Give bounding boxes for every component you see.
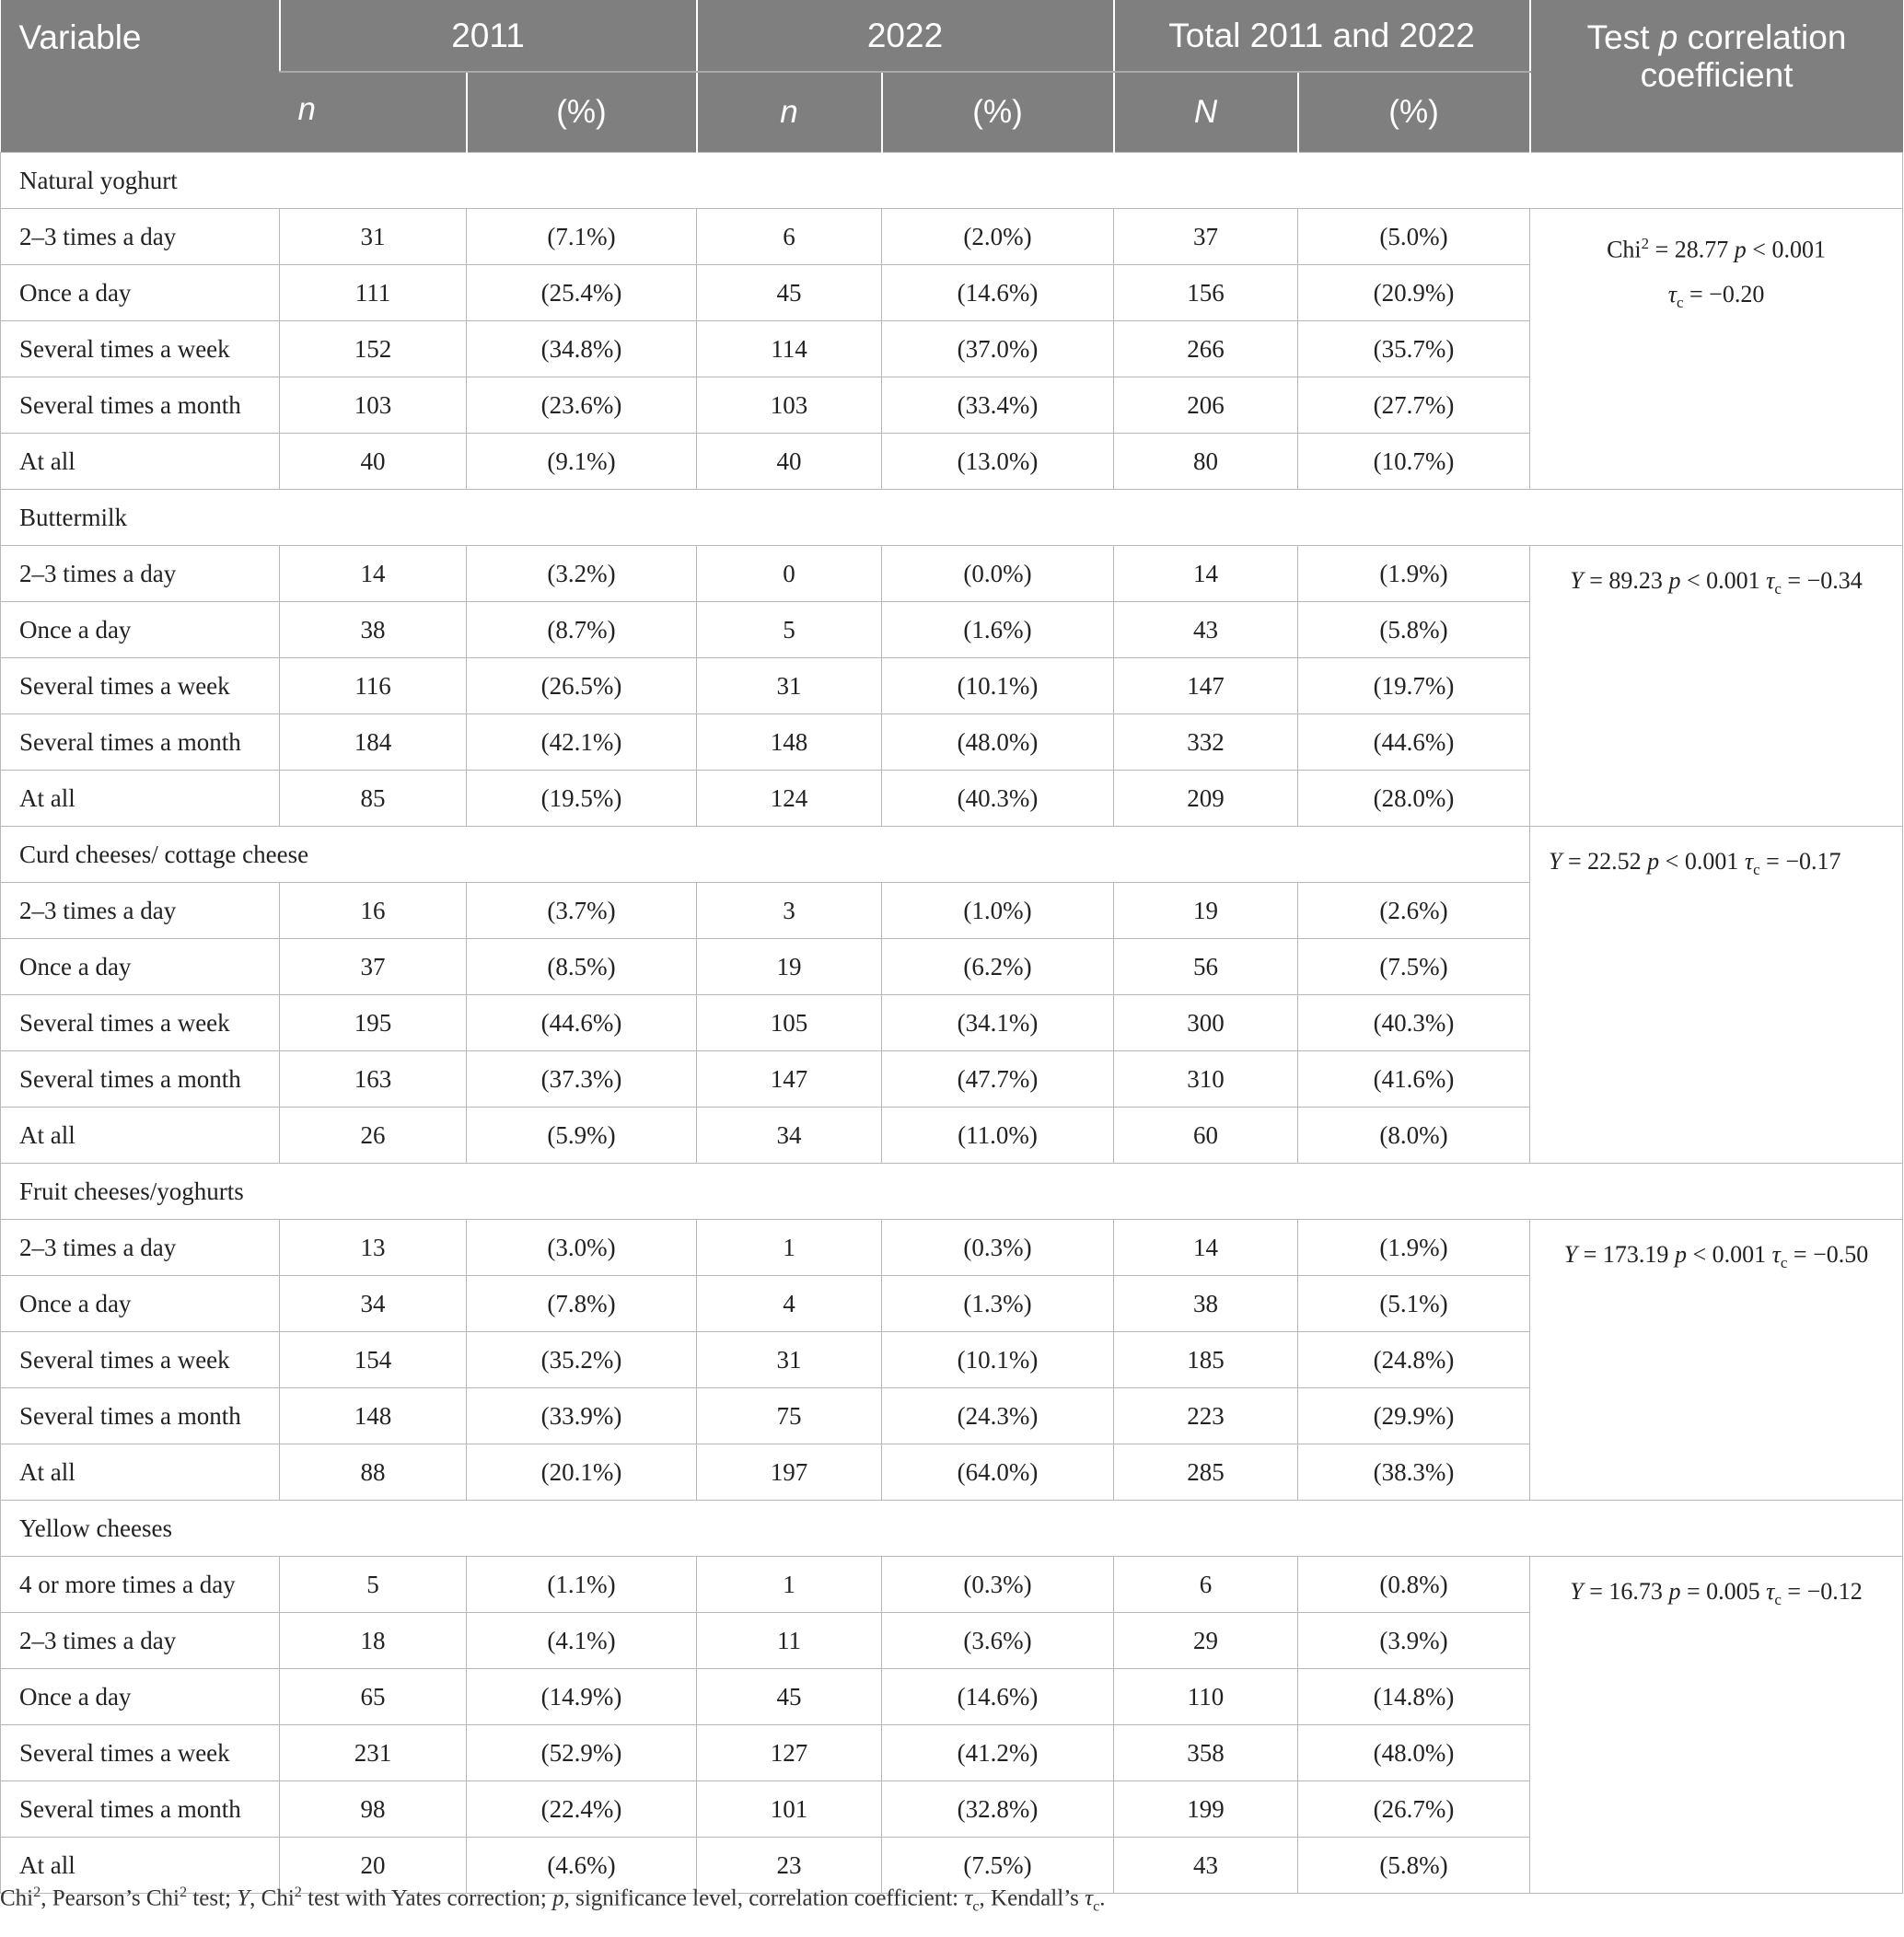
row-label: Several times a week bbox=[1, 658, 280, 714]
test-tau-symbol: τ bbox=[1744, 848, 1754, 875]
cell-p2022: (14.6%) bbox=[882, 265, 1114, 321]
cell-n2011: 13 bbox=[280, 1220, 467, 1276]
cell-n2022: 197 bbox=[697, 1444, 882, 1501]
footnote-y: Y bbox=[237, 1885, 250, 1911]
cell-pT: (26.7%) bbox=[1298, 1781, 1530, 1838]
cell-pT: (5.8%) bbox=[1298, 1838, 1530, 1894]
cell-n2011: 163 bbox=[280, 1051, 467, 1108]
row-label: At all bbox=[1, 1108, 280, 1164]
cell-pT: (8.0%) bbox=[1298, 1108, 1530, 1164]
cell-n2022: 148 bbox=[697, 714, 882, 771]
cell-pT: (28.0%) bbox=[1298, 771, 1530, 827]
cell-p2011: (19.5%) bbox=[467, 771, 697, 827]
cell-p2022: (7.5%) bbox=[882, 1838, 1114, 1894]
cell-pT: (38.3%) bbox=[1298, 1444, 1530, 1501]
cell-p2011: (14.9%) bbox=[467, 1669, 697, 1725]
header-n-2022: n bbox=[697, 72, 882, 153]
cell-p2022: (24.3%) bbox=[882, 1388, 1114, 1444]
cell-p2022: (37.0%) bbox=[882, 321, 1114, 377]
table-row bbox=[1, 1220, 1903, 1276]
cell-n2022: 105 bbox=[697, 995, 882, 1051]
cell-n2011: 195 bbox=[280, 995, 467, 1051]
row-label: Several times a month bbox=[1, 1781, 280, 1838]
cell-n2011: 14 bbox=[280, 546, 467, 602]
row-label: At all bbox=[1, 1838, 280, 1894]
test-value: = 22.52 bbox=[1568, 848, 1642, 875]
test-tau-symbol: τ bbox=[1667, 280, 1678, 307]
footnote-sub: c bbox=[1093, 1897, 1100, 1915]
cell-pT: (0.8%) bbox=[1298, 1557, 1530, 1613]
cell-p2022: (33.4%) bbox=[882, 377, 1114, 434]
row-label: Once a day bbox=[1, 265, 280, 321]
test-name: Y bbox=[1549, 848, 1562, 875]
cell-p2022: (41.2%) bbox=[882, 1725, 1114, 1781]
cell-N: 43 bbox=[1114, 1838, 1298, 1894]
header-N-total: N bbox=[1114, 72, 1298, 153]
cell-p2022: (34.1%) bbox=[882, 995, 1114, 1051]
test-p-label: p bbox=[1674, 1241, 1687, 1268]
cell-n2022: 31 bbox=[697, 1332, 882, 1388]
cell-p2022: (1.3%) bbox=[882, 1276, 1114, 1332]
cell-p2022: (64.0%) bbox=[882, 1444, 1114, 1501]
cell-n2022: 31 bbox=[697, 658, 882, 714]
cell-p2011: (34.8%) bbox=[467, 321, 697, 377]
row-label: At all bbox=[1, 434, 280, 490]
cell-pT: (1.9%) bbox=[1298, 546, 1530, 602]
cell-N: 285 bbox=[1114, 1444, 1298, 1501]
section-row bbox=[1, 1501, 1903, 1557]
cell-n2022: 45 bbox=[697, 1669, 882, 1725]
cell-p2022: (2.0%) bbox=[882, 209, 1114, 265]
test-tau-sub: c bbox=[1677, 293, 1684, 311]
table-header bbox=[1, 0, 1903, 153]
footnote-end: . bbox=[1099, 1885, 1106, 1911]
cell-p2022: (3.6%) bbox=[882, 1613, 1114, 1669]
cell-n2011: 103 bbox=[280, 377, 467, 434]
test-name: Y bbox=[1570, 1578, 1584, 1605]
cell-n2022: 124 bbox=[697, 771, 882, 827]
cell-N: 300 bbox=[1114, 995, 1298, 1051]
cell-pT: (7.5%) bbox=[1298, 939, 1530, 995]
test-p-label: p bbox=[1668, 567, 1681, 594]
test-statistic bbox=[1530, 209, 1903, 490]
cell-N: 156 bbox=[1114, 265, 1298, 321]
cell-n2011: 38 bbox=[280, 602, 467, 658]
cell-N: 6 bbox=[1114, 1557, 1298, 1613]
table-body bbox=[1, 153, 1903, 1894]
cell-N: 206 bbox=[1114, 377, 1298, 434]
cell-n2011: 20 bbox=[280, 1838, 467, 1894]
row-label: Several times a week bbox=[1, 1332, 280, 1388]
row-label: Several times a week bbox=[1, 321, 280, 377]
test-p-label: p bbox=[1734, 236, 1747, 263]
row-label: 2–3 times a day bbox=[1, 546, 280, 602]
cell-n2011: 111 bbox=[280, 265, 467, 321]
cell-p2022: (10.1%) bbox=[882, 658, 1114, 714]
cell-p2011: (4.1%) bbox=[467, 1613, 697, 1669]
cell-N: 80 bbox=[1114, 434, 1298, 490]
cell-p2011: (8.5%) bbox=[467, 939, 697, 995]
cell-N: 110 bbox=[1114, 1669, 1298, 1725]
cell-n2011: 5 bbox=[280, 1557, 467, 1613]
footnote-sup: 2 bbox=[179, 1884, 188, 1900]
cell-pT: (41.6%) bbox=[1298, 1051, 1530, 1108]
cell-n2022: 4 bbox=[697, 1276, 882, 1332]
test-tau-value: = −0.20 bbox=[1689, 280, 1765, 307]
cell-p2011: (3.0%) bbox=[467, 1220, 697, 1276]
header-total: Total 2011 and 2022 bbox=[1114, 0, 1530, 72]
cell-n2022: 23 bbox=[697, 1838, 882, 1894]
header-test-part2: correlation coefficient bbox=[1640, 18, 1847, 94]
cell-n2011: 34 bbox=[280, 1276, 467, 1332]
row-label: Once a day bbox=[1, 602, 280, 658]
test-name: Chi bbox=[1607, 236, 1642, 263]
test-p-value: < 0.001 bbox=[1752, 236, 1826, 263]
row-label: 2–3 times a day bbox=[1, 1220, 280, 1276]
cell-n2011: 40 bbox=[280, 434, 467, 490]
cell-n2011: 98 bbox=[280, 1781, 467, 1838]
cell-n2022: 147 bbox=[697, 1051, 882, 1108]
cell-n2022: 6 bbox=[697, 209, 882, 265]
footnote-p: p bbox=[552, 1885, 564, 1911]
row-label: 2–3 times a day bbox=[1, 1613, 280, 1669]
cell-p2011: (44.6%) bbox=[467, 995, 697, 1051]
footnote-sub: c bbox=[972, 1897, 980, 1915]
cell-p2011: (33.9%) bbox=[467, 1388, 697, 1444]
row-label: At all bbox=[1, 1444, 280, 1501]
cell-N: 43 bbox=[1114, 602, 1298, 658]
cell-p2011: (22.4%) bbox=[467, 1781, 697, 1838]
header-test-part1: Test bbox=[1586, 18, 1659, 56]
header-pct-2011: (%) bbox=[467, 72, 697, 153]
footnote-part2: test; bbox=[187, 1885, 238, 1911]
cell-n2022: 114 bbox=[697, 321, 882, 377]
header-n-2011: n bbox=[280, 72, 467, 153]
test-tau-value: = −0.12 bbox=[1787, 1578, 1863, 1605]
cell-pT: (5.8%) bbox=[1298, 602, 1530, 658]
footnote-part1: , Pearson’s Chi bbox=[41, 1885, 180, 1911]
cell-n2011: 65 bbox=[280, 1669, 467, 1725]
cell-n2011: 152 bbox=[280, 321, 467, 377]
footnote-tau: τ bbox=[964, 1885, 973, 1911]
cell-pT: (27.7%) bbox=[1298, 377, 1530, 434]
test-p-value: < 0.001 bbox=[1665, 848, 1739, 875]
cell-N: 29 bbox=[1114, 1613, 1298, 1669]
cell-p2011: (3.2%) bbox=[467, 546, 697, 602]
cell-p2011: (37.3%) bbox=[467, 1051, 697, 1108]
cell-n2022: 11 bbox=[697, 1613, 882, 1669]
test-sup: 2 bbox=[1641, 235, 1650, 252]
footnote-sup: 2 bbox=[33, 1884, 41, 1900]
cell-n2022: 45 bbox=[697, 265, 882, 321]
cell-p2011: (7.1%) bbox=[467, 209, 697, 265]
test-tau-sub: c bbox=[1753, 861, 1760, 879]
cell-p2011: (7.8%) bbox=[467, 1276, 697, 1332]
row-label: Several times a week bbox=[1, 995, 280, 1051]
table-row bbox=[1, 209, 1903, 265]
test-tau-sub: c bbox=[1774, 1591, 1782, 1609]
cell-p2022: (1.0%) bbox=[882, 883, 1114, 939]
cell-n2022: 1 bbox=[697, 1220, 882, 1276]
row-label: Several times a month bbox=[1, 1051, 280, 1108]
cell-N: 332 bbox=[1114, 714, 1298, 771]
cell-pT: (14.8%) bbox=[1298, 1669, 1530, 1725]
cell-p2011: (26.5%) bbox=[467, 658, 697, 714]
test-tau-symbol: τ bbox=[1766, 1578, 1775, 1605]
test-tau-value: = −0.50 bbox=[1793, 1241, 1869, 1268]
test-p-label: p bbox=[1668, 1578, 1681, 1605]
row-label: At all bbox=[1, 771, 280, 827]
cell-n2011: 231 bbox=[280, 1725, 467, 1781]
test-tau-value: = −0.17 bbox=[1766, 848, 1841, 875]
cell-pT: (2.6%) bbox=[1298, 883, 1530, 939]
cell-p2022: (32.8%) bbox=[882, 1781, 1114, 1838]
cell-n2022: 19 bbox=[697, 939, 882, 995]
cell-p2011: (52.9%) bbox=[467, 1725, 697, 1781]
footnote-chi: Chi bbox=[0, 1885, 34, 1911]
cell-pT: (5.0%) bbox=[1298, 209, 1530, 265]
cell-n2011: 26 bbox=[280, 1108, 467, 1164]
cell-N: 14 bbox=[1114, 1220, 1298, 1276]
cell-n2022: 0 bbox=[697, 546, 882, 602]
cell-N: 199 bbox=[1114, 1781, 1298, 1838]
cell-p2011: (1.1%) bbox=[467, 1557, 697, 1613]
cell-pT: (24.8%) bbox=[1298, 1332, 1530, 1388]
row-label: Several times a month bbox=[1, 714, 280, 771]
cell-n2022: 101 bbox=[697, 1781, 882, 1838]
cell-p2022: (0.0%) bbox=[882, 546, 1114, 602]
cell-p2022: (6.2%) bbox=[882, 939, 1114, 995]
table-row bbox=[1, 1557, 1903, 1613]
cell-p2022: (47.7%) bbox=[882, 1051, 1114, 1108]
row-label: Several times a month bbox=[1, 1388, 280, 1444]
test-p-value: < 0.001 bbox=[1686, 567, 1760, 594]
test-tau-sub: c bbox=[1774, 580, 1782, 598]
header-2011: 2011 bbox=[280, 0, 697, 72]
footnote-part4: test with Yates correction; bbox=[301, 1885, 553, 1911]
cell-pT: (19.7%) bbox=[1298, 658, 1530, 714]
cell-p2011: (42.1%) bbox=[467, 714, 697, 771]
test-statistic bbox=[1530, 546, 1903, 827]
test-name: Y bbox=[1570, 567, 1584, 594]
cell-p2022: (11.0%) bbox=[882, 1108, 1114, 1164]
header-variable: Variable bbox=[1, 0, 280, 153]
cell-p2022: (10.1%) bbox=[882, 1332, 1114, 1388]
header-2022: 2022 bbox=[697, 0, 1114, 72]
test-value: = 173.19 bbox=[1583, 1241, 1669, 1268]
test-tau-symbol: τ bbox=[1771, 1241, 1781, 1268]
cell-p2011: (20.1%) bbox=[467, 1444, 697, 1501]
test-statistic bbox=[1530, 1557, 1903, 1894]
cell-n2011: 85 bbox=[280, 771, 467, 827]
cell-n2011: 37 bbox=[280, 939, 467, 995]
test-tau-symbol: τ bbox=[1766, 567, 1775, 594]
row-label: Several times a week bbox=[1, 1725, 280, 1781]
cell-n2011: 18 bbox=[280, 1613, 467, 1669]
row-label: Once a day bbox=[1, 1669, 280, 1725]
cell-N: 37 bbox=[1114, 209, 1298, 265]
cell-n2022: 75 bbox=[697, 1388, 882, 1444]
cell-N: 56 bbox=[1114, 939, 1298, 995]
cell-N: 266 bbox=[1114, 321, 1298, 377]
section-title: Buttermilk bbox=[1, 490, 1903, 546]
footnote-part6: , Kendall’s bbox=[979, 1885, 1086, 1911]
test-name: Y bbox=[1563, 1241, 1578, 1268]
table-row bbox=[1, 546, 1903, 602]
header-pct-total: (%) bbox=[1298, 72, 1530, 153]
section-title: Fruit cheeses/yoghurts bbox=[1, 1164, 1903, 1220]
cell-n2011: 31 bbox=[280, 209, 467, 265]
cell-n2022: 103 bbox=[697, 377, 882, 434]
row-label: 4 or more times a day bbox=[1, 1557, 280, 1613]
cell-N: 147 bbox=[1114, 658, 1298, 714]
cell-pT: (1.9%) bbox=[1298, 1220, 1530, 1276]
section-title: Curd cheeses/ cottage cheese bbox=[1, 827, 1530, 883]
cell-n2022: 3 bbox=[697, 883, 882, 939]
footnote-tau: τ bbox=[1085, 1885, 1094, 1911]
cell-N: 358 bbox=[1114, 1725, 1298, 1781]
header-test bbox=[1530, 0, 1903, 153]
cell-p2011: (4.6%) bbox=[467, 1838, 697, 1894]
cell-pT: (48.0%) bbox=[1298, 1725, 1530, 1781]
cell-n2022: 40 bbox=[697, 434, 882, 490]
cell-N: 60 bbox=[1114, 1108, 1298, 1164]
cell-N: 19 bbox=[1114, 883, 1298, 939]
cell-p2011: (3.7%) bbox=[467, 883, 697, 939]
cell-p2022: (0.3%) bbox=[882, 1220, 1114, 1276]
section-row bbox=[1, 1164, 1903, 1220]
test-p-label: p bbox=[1647, 848, 1660, 875]
row-label: Once a day bbox=[1, 939, 280, 995]
header-pct-2022: (%) bbox=[882, 72, 1114, 153]
test-tau-value: = −0.34 bbox=[1787, 567, 1863, 594]
cell-N: 14 bbox=[1114, 546, 1298, 602]
cell-p2011: (8.7%) bbox=[467, 602, 697, 658]
cell-p2022: (0.3%) bbox=[882, 1557, 1114, 1613]
cell-p2011: (23.6%) bbox=[467, 377, 697, 434]
cell-N: 209 bbox=[1114, 771, 1298, 827]
cell-n2011: 88 bbox=[280, 1444, 467, 1501]
cell-n2011: 184 bbox=[280, 714, 467, 771]
cell-N: 310 bbox=[1114, 1051, 1298, 1108]
test-tau-sub: c bbox=[1780, 1254, 1788, 1272]
footnote-sup: 2 bbox=[294, 1884, 302, 1900]
section-title: Natural yoghurt bbox=[1, 153, 1903, 209]
cell-pT: (35.7%) bbox=[1298, 321, 1530, 377]
cell-n2011: 116 bbox=[280, 658, 467, 714]
cell-N: 185 bbox=[1114, 1332, 1298, 1388]
test-value: = 16.73 bbox=[1589, 1578, 1663, 1605]
row-label: Several times a month bbox=[1, 377, 280, 434]
cell-p2022: (13.0%) bbox=[882, 434, 1114, 490]
cell-p2011: (25.4%) bbox=[467, 265, 697, 321]
section-title: Yellow cheeses bbox=[1, 1501, 1903, 1557]
table-footnote bbox=[0, 1884, 1106, 1915]
cell-p2022: (40.3%) bbox=[882, 771, 1114, 827]
cell-pT: (3.9%) bbox=[1298, 1613, 1530, 1669]
section-row bbox=[1, 153, 1903, 209]
row-label: Once a day bbox=[1, 1276, 280, 1332]
test-value: = 89.23 bbox=[1589, 567, 1663, 594]
cell-n2022: 5 bbox=[697, 602, 882, 658]
cell-N: 223 bbox=[1114, 1388, 1298, 1444]
cell-p2022: (48.0%) bbox=[882, 714, 1114, 771]
cell-p2011: (5.9%) bbox=[467, 1108, 697, 1164]
test-p-value: < 0.001 bbox=[1692, 1241, 1767, 1268]
cell-p2011: (35.2%) bbox=[467, 1332, 697, 1388]
footnote-part5: , significance level, correlation coefficient: bbox=[563, 1885, 965, 1911]
cell-pT: (40.3%) bbox=[1298, 995, 1530, 1051]
test-p-value: = 0.005 bbox=[1686, 1578, 1760, 1605]
row-label: 2–3 times a day bbox=[1, 883, 280, 939]
cell-pT: (5.1%) bbox=[1298, 1276, 1530, 1332]
test-statistic bbox=[1530, 827, 1903, 1164]
cell-p2022: (14.6%) bbox=[882, 1669, 1114, 1725]
cell-n2022: 127 bbox=[697, 1725, 882, 1781]
cell-pT: (29.9%) bbox=[1298, 1388, 1530, 1444]
cell-n2011: 154 bbox=[280, 1332, 467, 1388]
cell-pT: (44.6%) bbox=[1298, 714, 1530, 771]
cell-pT: (20.9%) bbox=[1298, 265, 1530, 321]
cell-n2022: 34 bbox=[697, 1108, 882, 1164]
section-row bbox=[1, 827, 1903, 883]
test-value: = 28.77 bbox=[1654, 236, 1729, 263]
cell-N: 38 bbox=[1114, 1276, 1298, 1332]
footnote-part3: , Chi bbox=[250, 1885, 295, 1911]
cell-p2022: (1.6%) bbox=[882, 602, 1114, 658]
test-statistic bbox=[1530, 1220, 1903, 1501]
section-row bbox=[1, 490, 1903, 546]
cell-p2011: (9.1%) bbox=[467, 434, 697, 490]
cell-n2022: 1 bbox=[697, 1557, 882, 1613]
row-label: 2–3 times a day bbox=[1, 209, 280, 265]
header-test-p: p bbox=[1658, 18, 1678, 56]
cell-pT: (10.7%) bbox=[1298, 434, 1530, 490]
cell-n2011: 148 bbox=[280, 1388, 467, 1444]
cell-n2011: 16 bbox=[280, 883, 467, 939]
